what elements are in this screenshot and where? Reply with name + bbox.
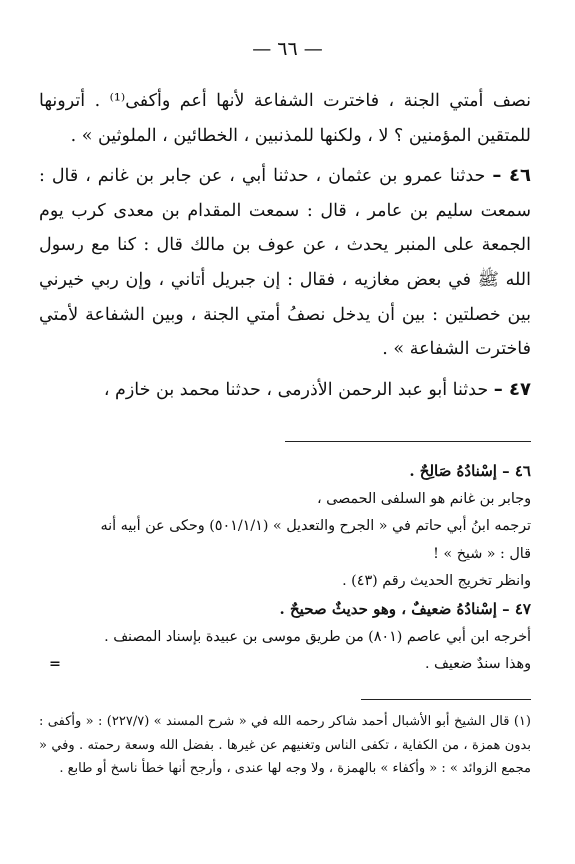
page-number: — ٦٦ — bbox=[252, 38, 323, 60]
note-47-text: وهذا سندٌ ضعيف . bbox=[424, 656, 531, 673]
hadith-47-number: ٤٧ – bbox=[493, 378, 531, 400]
note-47-heading: ٤٧ – إسْنادُهُ ضعيفٌ ، وهو حديثٌ صحيحٌ . bbox=[279, 599, 531, 618]
intro-paragraph: نصف أمتي الجنة ، فاخترت الشفاعة لأنها أعم وأكفى⁽¹⁾ . أترونها للمتقين المؤمنين ؟ لا ، ولكنها للمذنبين ، الخطائين ، الملوثين » . bbox=[39, 91, 531, 146]
note-46-line: ترجمه ابنُ أبي حاتم في « الجرح والتعديل » (٥٠١/١/١) وحكى عن أبيه أنه bbox=[100, 518, 531, 535]
hadith-47 bbox=[39, 373, 531, 408]
hadith-46-number: ٤٦ – bbox=[492, 165, 531, 187]
note-47-line: أخرجه ابن أبي عاصم (٨٠١) من طريق موسى بن عبيدة بإسناد المصنف . bbox=[104, 628, 531, 645]
continued-mark: = bbox=[49, 656, 61, 673]
note-47-line bbox=[39, 651, 531, 679]
footnote bbox=[39, 710, 531, 781]
note-46-heading: ٤٦ – إسْنادُهُ صَالِحٌ . bbox=[409, 462, 531, 480]
hadith-46 bbox=[39, 159, 531, 367]
footnote-text: (١) قال الشيخ أبو الأشبال أحمد شاكر رحمه الله في « شرح المسند » (٢٢٧/٧) : « وأكفى : بدون همزة ، من الكفاية ، تكفى الناس وتغنيهم عن غيرها . بفضل الله وسعة رحمته . وفي « مجمع الزوائد » : « وأكفاء » بالهمزة ، ولا وجه لها عندى ، وأرجح أنها خطأ ناسخ أو طابع . bbox=[39, 714, 531, 777]
note-46-line: وانظر تخريج الحديث رقم (٤٣) . bbox=[342, 573, 531, 590]
commentary-notes bbox=[39, 458, 531, 679]
hadith-47-text: حدثنا أبو عبد الرحمن الأذرمى ، حدثنا محمد بن خازم ، bbox=[103, 379, 489, 400]
note-46-line: وجابر بن غانم هو السلفى الحمصى ، bbox=[316, 490, 531, 507]
footnote-divider bbox=[361, 699, 531, 700]
hadith-46-text: حدثنا عمرو بن عثمان ، حدثنا أبي ، عن جابر بن غانم ، قال : سمعت سليم بن عامر ، قال : سمعت المقدام بن معدى كرب يوم الجمعة على المنبر يحدث ، عن عوف بن مالك قال : كنا مع رسول الله ﷺ في بعض مغازيه ، فقال : إن جبريل أتاني ، وإن ربي خيرني بين خصلتين : بين أن يدخل نصفُ أمتي الجنة ، وبين الشفاعة لأمتي فاخترت الشفاعة » . bbox=[39, 166, 531, 360]
note-46-line: قال : « شيخ » ! bbox=[433, 545, 531, 562]
notes-divider bbox=[285, 441, 531, 442]
main-text bbox=[39, 84, 531, 407]
